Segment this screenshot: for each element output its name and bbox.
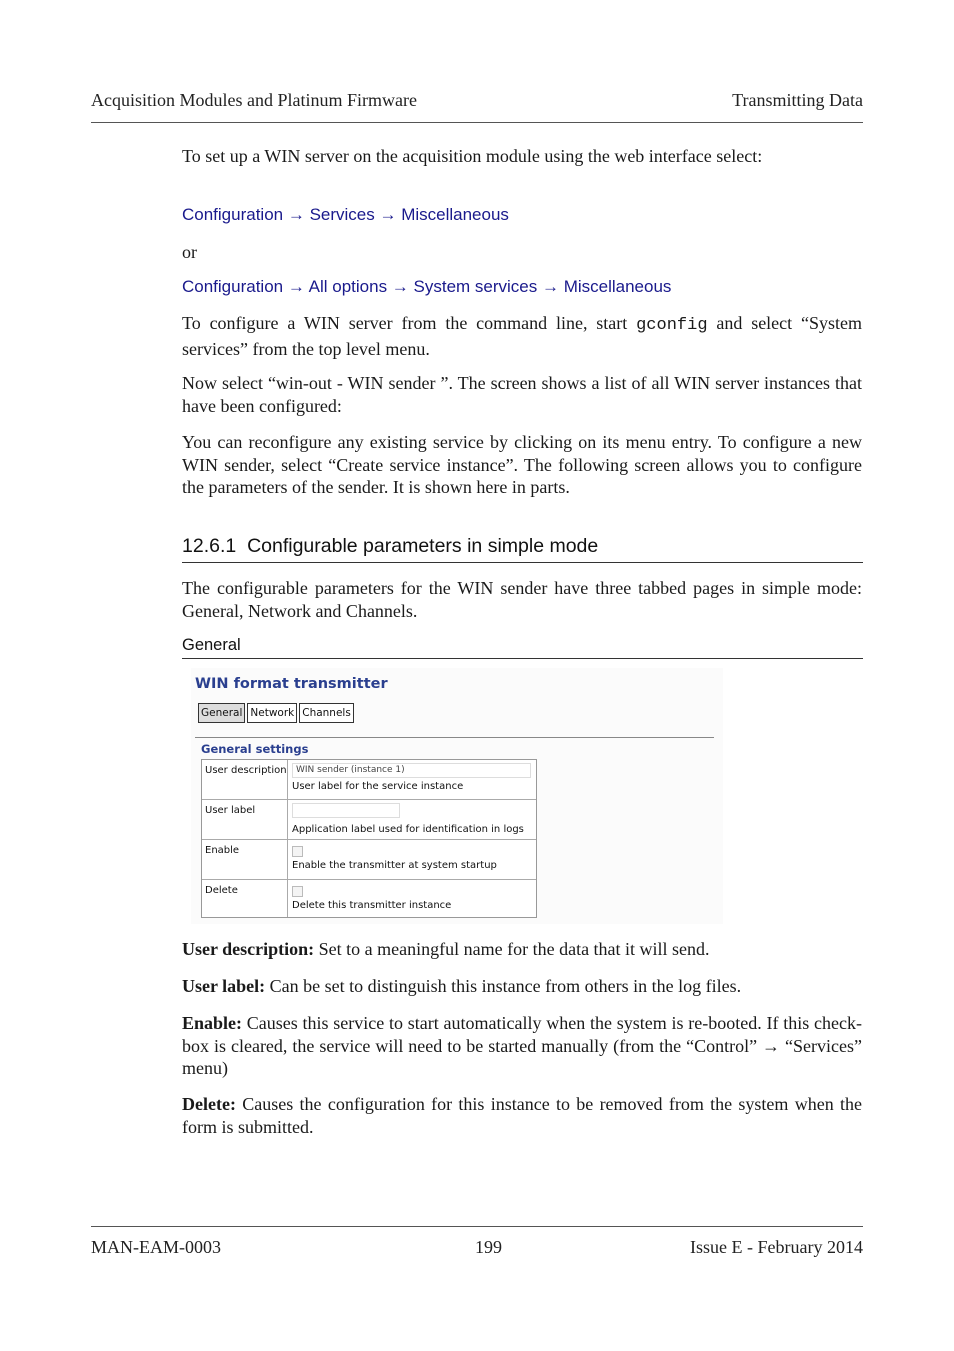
paragraph-or: or bbox=[182, 242, 197, 262]
command-line-text-a: To configure a WIN server from the command line, start bbox=[182, 313, 637, 333]
running-header-left: Acquisition Modules and Platinum Firmware bbox=[91, 90, 417, 110]
section-heading bbox=[182, 535, 598, 558]
tab-network[interactable]: Network bbox=[247, 703, 297, 723]
command-line-text-b: and select “System services” from the top level menu. bbox=[182, 313, 862, 359]
paragraph-web-setup: To set up a WIN server on the acquisition module using the web interface select: bbox=[182, 146, 763, 166]
label-user-label: User label bbox=[202, 800, 288, 839]
definition-delete bbox=[182, 1093, 862, 1138]
cell-delete bbox=[288, 880, 536, 917]
footer-issue: Issue E - February 2014 bbox=[690, 1237, 863, 1257]
section-intro: The configurable parameters for the WIN sender have three tabbed pages in simple mode: General, Network and Channels. bbox=[182, 578, 862, 621]
definition-enable bbox=[182, 1012, 862, 1080]
label-user-description: User description bbox=[202, 760, 288, 799]
section-rule bbox=[182, 562, 863, 563]
subsection-rule bbox=[182, 658, 863, 659]
cell-enable bbox=[288, 840, 536, 879]
tab-general[interactable]: General bbox=[198, 703, 245, 723]
tab-bar bbox=[198, 703, 354, 723]
paragraph-select-win-out: Now select “win-out - WIN sender ”. The screen shows a list of all WIN server instances that have been configured: bbox=[182, 373, 862, 416]
term-enable: Enable: bbox=[182, 1013, 243, 1033]
subsection-heading: General bbox=[182, 636, 241, 654]
row-delete bbox=[202, 879, 536, 917]
running-header-right: Transmitting Data bbox=[732, 90, 863, 110]
row-user-description bbox=[202, 760, 536, 799]
help-enable: Enable the transmitter at system startup bbox=[292, 860, 497, 871]
row-user-label bbox=[202, 799, 536, 839]
help-delete: Delete this transmitter instance bbox=[292, 900, 452, 911]
section-title: Configurable parameters in simple mode bbox=[247, 535, 599, 557]
row-enable bbox=[202, 839, 536, 879]
cell-user-description bbox=[288, 760, 536, 799]
tab-divider bbox=[195, 737, 714, 738]
term-user-description: User description: bbox=[182, 939, 315, 959]
enable-checkbox[interactable] bbox=[292, 846, 303, 857]
paragraph-command-line bbox=[182, 312, 862, 360]
footer-doc-id: MAN-EAM-0003 bbox=[91, 1237, 221, 1257]
user-label-input[interactable] bbox=[292, 803, 400, 818]
label-enable: Enable bbox=[202, 840, 288, 879]
general-settings-title: General settings bbox=[201, 742, 309, 756]
footer-rule bbox=[91, 1226, 863, 1227]
menu-path-2: Configuration → All options → System services → Miscellaneous bbox=[182, 277, 672, 296]
text-user-description: Set to a meaningful name for the data that it will send. bbox=[314, 939, 710, 959]
command-gconfig: gconfig bbox=[636, 316, 708, 335]
help-user-label: Application label used for identification in logs bbox=[292, 824, 524, 835]
definition-user-description bbox=[182, 938, 862, 961]
term-delete: Delete: bbox=[182, 1094, 236, 1114]
text-user-label: Can be set to distinguish this instance from others in the log files. bbox=[265, 976, 742, 996]
delete-checkbox[interactable] bbox=[292, 886, 303, 897]
text-enable: Causes this service to start automatically when the system is re-booted. If this check-box is cleared, the service will need to be started manually (from the “Control” → “Services” menu) bbox=[182, 1013, 862, 1078]
text-delete: Causes the configuration for this instance to be removed from the system when the form is submitted. bbox=[182, 1094, 862, 1137]
header-rule bbox=[91, 122, 863, 123]
screenshot-title: WIN format transmitter bbox=[195, 676, 388, 692]
user-description-input[interactable]: WIN sender (instance 1) bbox=[292, 763, 531, 778]
tab-channels[interactable]: Channels bbox=[299, 703, 354, 723]
footer-page-number: 199 bbox=[475, 1237, 502, 1257]
menu-path-1: Configuration → Services → Miscellaneous bbox=[182, 205, 509, 224]
label-delete: Delete bbox=[202, 880, 288, 917]
screenshot-win-transmitter bbox=[191, 668, 723, 924]
help-user-description: User label for the service instance bbox=[292, 781, 464, 792]
definition-user-label bbox=[182, 975, 862, 998]
term-user-label: User label: bbox=[182, 976, 266, 996]
general-settings-table bbox=[201, 759, 537, 918]
paragraph-reconfigure: You can reconfigure any existing service by clicking on its menu entry. To configure a new WIN sender, select “Create service instance”. The following screen allows you to configure the parameters of the sender. It is shown here in parts. bbox=[182, 432, 862, 497]
cell-user-label bbox=[288, 800, 536, 839]
section-number: 12.6.1 bbox=[182, 535, 237, 557]
